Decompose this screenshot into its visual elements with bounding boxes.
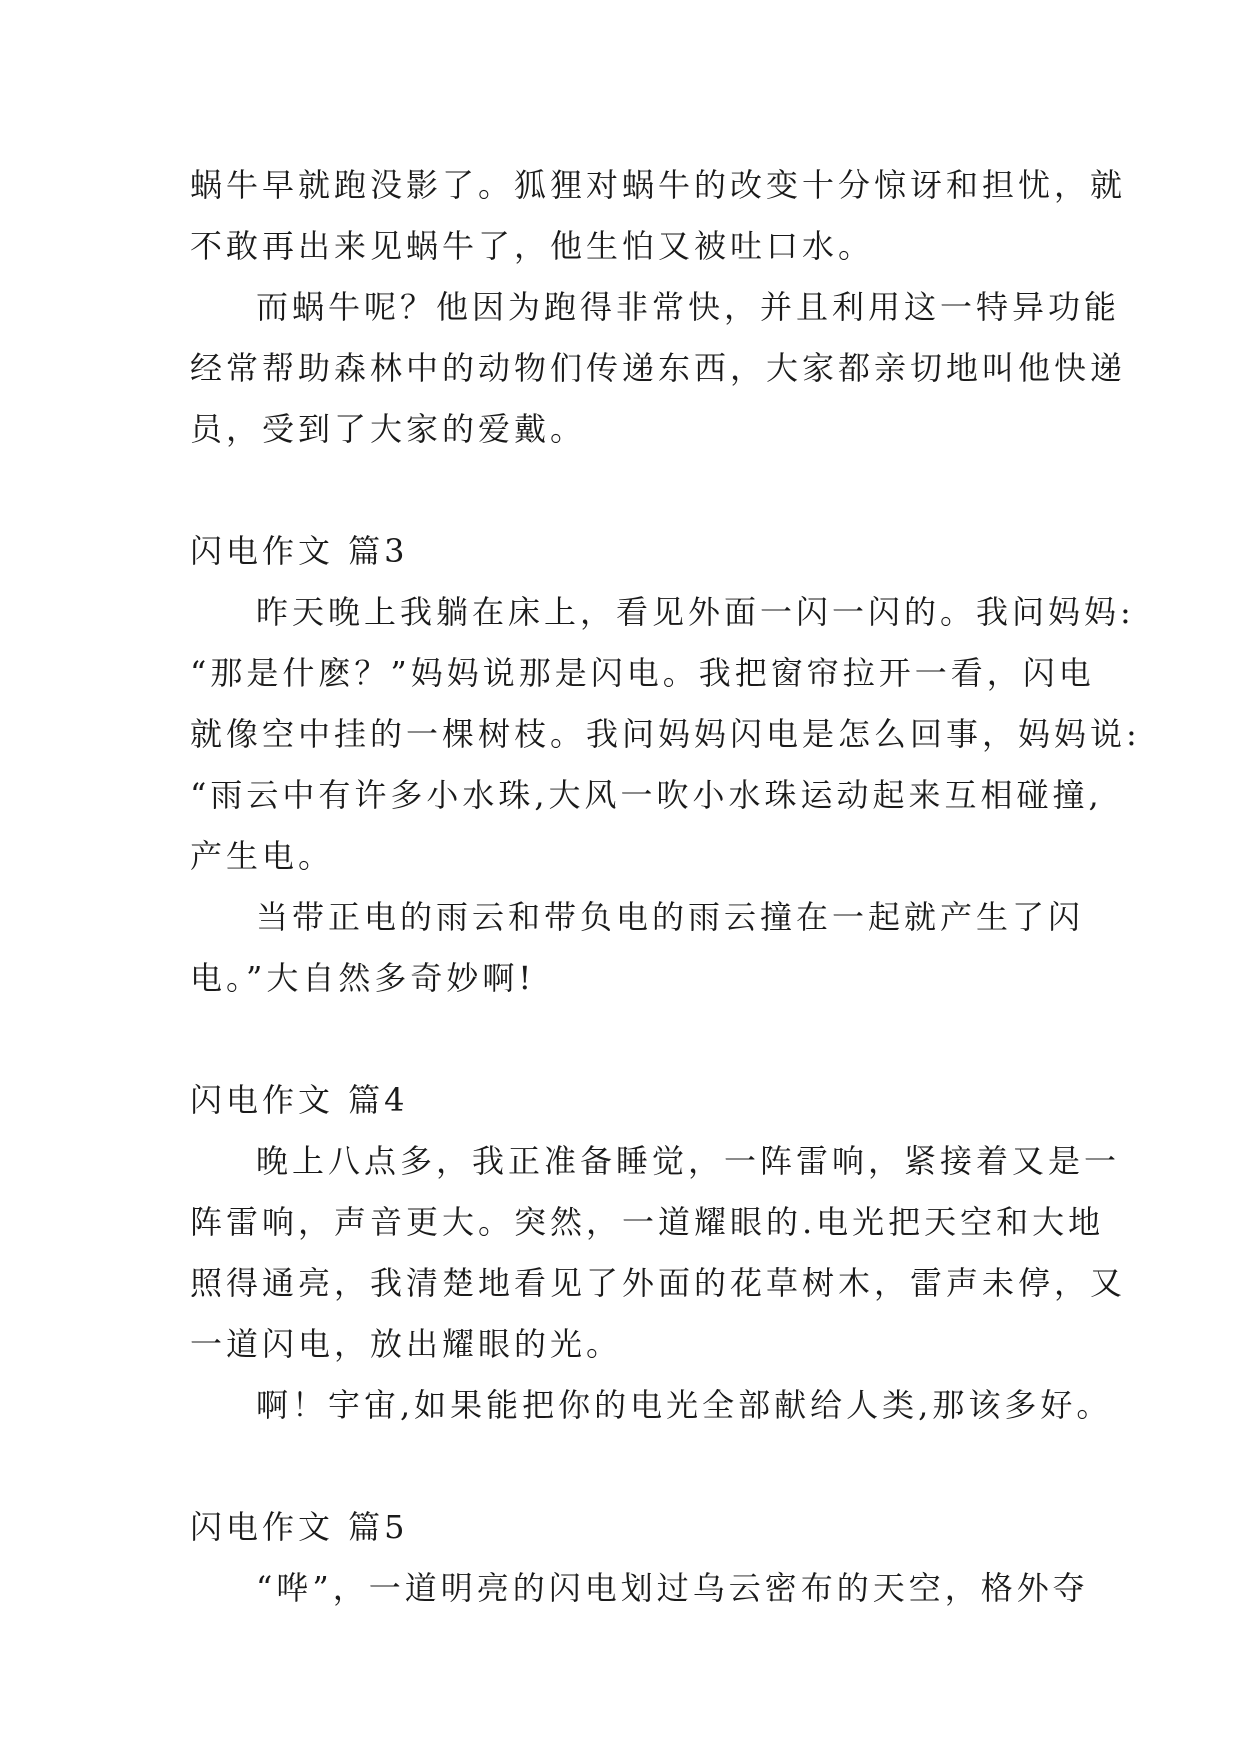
text-line: “那是什麽？”妈妈说那是闪电。我把窗帘拉开一看，闪电 [190, 654, 1095, 692]
text-line: 电。”大自然多奇妙啊! [190, 959, 536, 997]
section-essay-5 [190, 1497, 1089, 1619]
text-line: “哗”，一道明亮的闪电划过乌云密布的天空，格外夺 [256, 1569, 1089, 1607]
text-line: 经常帮助森林中的动物们传递东西，大家都亲切地叫他快递 [190, 349, 1127, 387]
text-line: 一道闪电，放出耀眼的光。 [190, 1325, 623, 1363]
text-line: 不敢再出来见蜗牛了，他生怕又被吐口水。 [190, 227, 875, 265]
text-line: 阵雷响，声音更大。突然，一道耀眼的.电光把天空和大地 [190, 1203, 1105, 1241]
section-intro [190, 155, 1127, 460]
text-line: 就像空中挂的一棵树枝。我问妈妈闪电是怎么回事，妈妈说: [190, 715, 1141, 753]
text-line: 而蜗牛呢？他因为跑得非常快，并且利用这一特异功能 [256, 288, 1121, 326]
section-essay-3 [190, 521, 1141, 1009]
section-spacer [190, 460, 1048, 521]
text-line: “雨云中有许多小水珠,大风一吹小水珠运动起来互相碰撞, [190, 776, 1103, 814]
section-heading: 闪电作文 篇3 [190, 532, 409, 570]
section-essay-4 [190, 1070, 1127, 1436]
text-line: 员，受到了大家的爱戴。 [190, 410, 587, 448]
text-line: 当带正电的雨云和带负电的雨云撞在一起就产生了闪 [256, 898, 1085, 936]
section-heading: 闪电作文 篇4 [190, 1081, 409, 1119]
text-line: 蜗牛早就跑没影了。狐狸对蜗牛的改变十分惊讶和担忧，就 [190, 166, 1127, 204]
text-line: 昨天晚上我躺在床上，看见外面一闪一闪的。我问妈妈: [256, 593, 1135, 631]
text-line: 照得通亮，我清楚地看见了外面的花草树木，雷声未停，又 [190, 1264, 1127, 1302]
section-spacer [190, 1436, 1048, 1497]
text-line: 产生电。 [190, 837, 335, 875]
text-line: 啊！宇宙,如果能把你的电光全部献给人类,那该多好。 [256, 1386, 1113, 1424]
text-line: 晚上八点多，我正准备睡觉，一阵雷响，紧接着又是一 [256, 1142, 1121, 1180]
section-heading: 闪电作文 篇5 [190, 1508, 409, 1546]
document-page [190, 155, 1141, 1619]
section-spacer [190, 1009, 1048, 1070]
